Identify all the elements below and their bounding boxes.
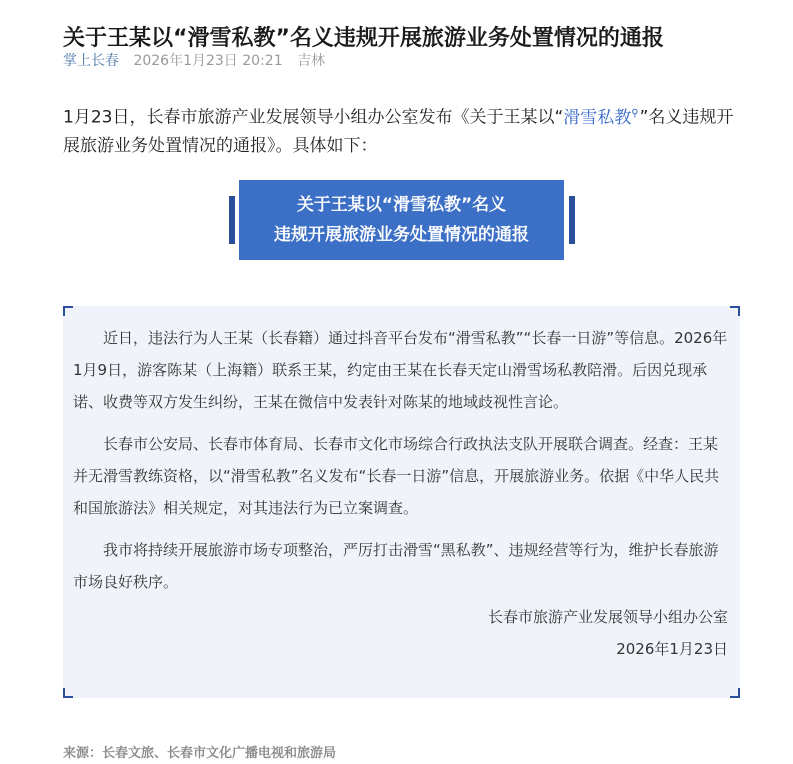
article-location: 吉林: [297, 53, 326, 69]
article-meta: [63, 50, 325, 70]
banner-left-bar: [229, 196, 235, 244]
banner-line-1: 关于王某以“滑雪私教”名义: [296, 195, 507, 215]
intro-text-before: 1月23日，长春市旅游产业发展领导小组办公室发布《关于王某以“: [63, 107, 564, 128]
notice-paragraph-1: 近日，违法行为人王某（长春籍）通过抖音平台发布“滑雪私教”“长春一日游”等信息。2026年1月9日，游客陈某（上海籍）联系王某，约定由王某在长春天定山滑雪场私教陪滑。后因兑现承诺、收费等双方发生纠纷，王某在微信中发表针对陈某的地域歧视性言论。: [73, 329, 728, 411]
article-datetime: 2026年1月23日 20:21: [133, 53, 283, 69]
article-footer-source: 来源：长春文旅、长春市文化广播电视和旅游局: [63, 746, 337, 761]
keyword-search-link[interactable]: [563, 108, 639, 128]
notice-title-banner: [0, 180, 793, 260]
signature-date: 2026年1月23日: [616, 640, 728, 658]
banner-right-bar: [569, 196, 575, 244]
corner-decoration: [63, 306, 73, 316]
signature-organization: 长春市旅游产业发展领导小组办公室: [487, 608, 728, 626]
notice-paragraph-2: 长春市公安局、长春市体育局、长春市文化市场综合行政执法支队开展联合调查。经查：王某并无滑雪教练资格，以“滑雪私教”名义发布“长春一日游”信息，开展旅游业务。依据《中华人民共和国旅游法》相关规定，对其违法行为已立案调查。: [73, 435, 720, 517]
article-title: 关于王某以“滑雪私教”名义违规开展旅游业务处置情况的通报: [63, 25, 664, 51]
notice-paragraph-3: 我市将持续开展旅游市场专项整治，严厉打击滑雪“黑私教”、违规经营等行为，维护长春旅游市场良好秩序。: [73, 541, 719, 591]
banner-line-2: 违规开展旅游业务处置情况的通报: [274, 225, 529, 245]
corner-decoration: [63, 688, 73, 698]
search-icon[interactable]: ⚲: [631, 108, 639, 119]
corner-decoration: [730, 306, 740, 316]
keyword-search-link-text[interactable]: 滑雪私教: [563, 107, 632, 128]
corner-decoration: [730, 688, 740, 698]
article-source-link[interactable]: 掌上长春: [63, 53, 119, 69]
intro-paragraph: [63, 100, 743, 160]
notice-box: [63, 306, 740, 698]
intro-text-after: ”名义违规开展旅游业务处置情况的通报》。具体如下：: [63, 107, 734, 156]
banner-box: [239, 180, 564, 260]
